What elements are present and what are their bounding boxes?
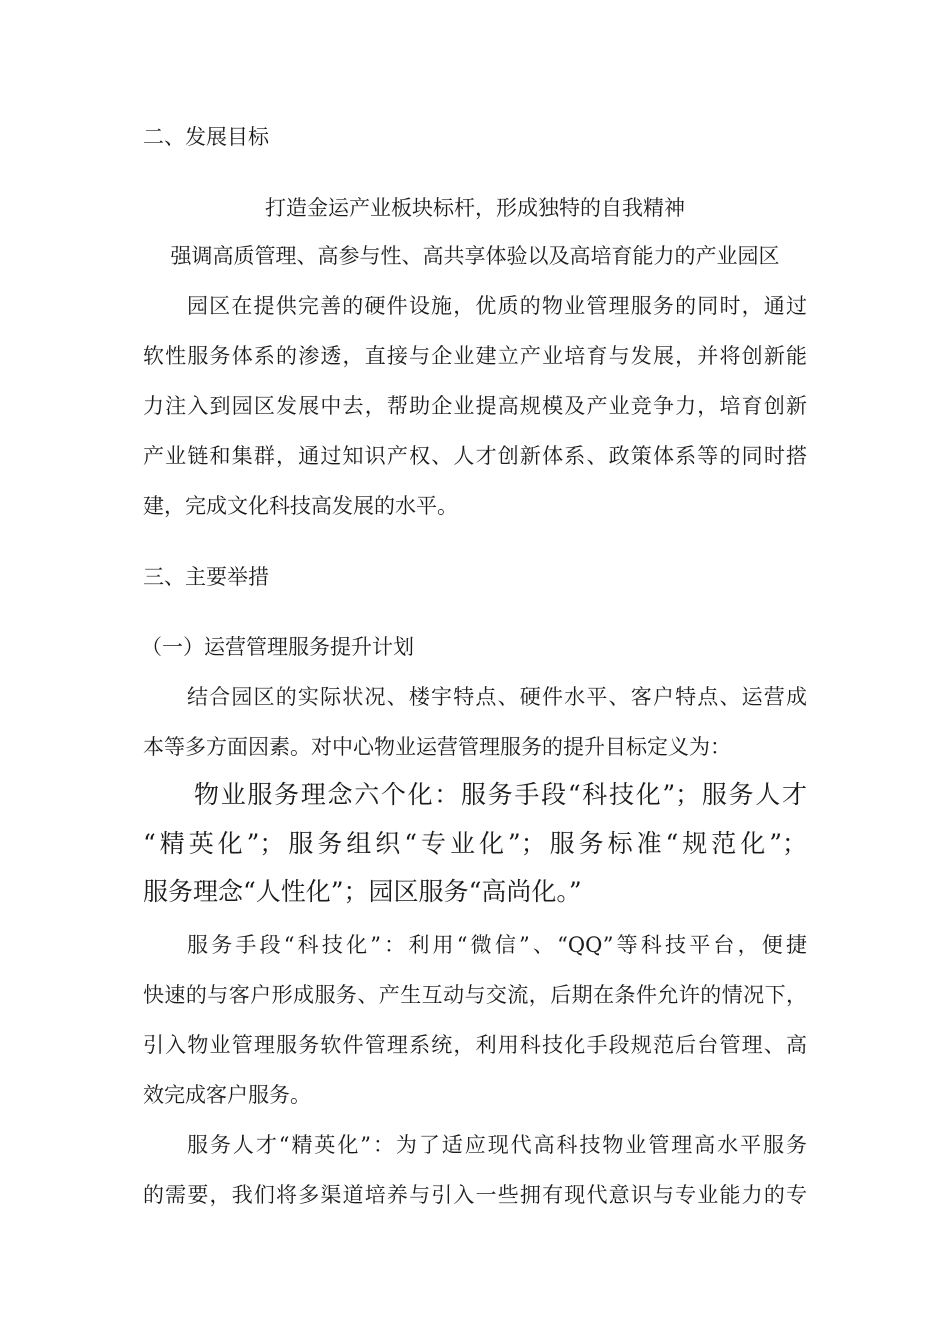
goal-heading: 二、发展目标 xyxy=(143,125,269,149)
highlight-line: 服务理念“人性化”；园区服务“高尚化。” xyxy=(143,877,582,906)
goal-tagline-1: 打造金运产业板块标杆，形成独特的自我精神 xyxy=(265,196,685,220)
goal-paragraph-line: 软性服务体系的渗透，直接与企业建立产业培育与发展，并将创新能 xyxy=(143,344,807,368)
tech-line: 效完成客户服务。 xyxy=(143,1083,311,1107)
highlight-line: “精英化”；服务组织“专业化”；服务标准“规范化”； xyxy=(143,829,807,858)
goal-paragraph-line: 建，完成文化科技高发展的水平。 xyxy=(143,494,458,518)
tech-line: 快速的与客户形成服务、产生互动与交流，后期在条件允许的情况下， xyxy=(143,983,807,1007)
goal-tagline-2: 强调高质管理、高参与性、高共享体验以及高培育能力的产业园区 xyxy=(170,244,780,268)
measures-heading: 三、主要举措 xyxy=(143,565,269,589)
goal-paragraph-line: 产业链和集群，通过知识产权、人才创新体系、政策体系等的同时搭 xyxy=(143,444,807,468)
talent-line: 服务人才“精英化”：为了适应现代高科技物业管理高水平服务 xyxy=(187,1133,807,1157)
intro-line: 本等多方面因素。对中心物业运营管理服务的提升目标定义为： xyxy=(143,735,731,759)
tech-line: 引入物业管理服务软件管理系统，利用科技化手段规范后台管理、高 xyxy=(143,1033,807,1057)
sub-heading-operations: （一）运营管理服务提升计划 xyxy=(141,635,414,659)
intro-line: 结合园区的实际状况、楼宇特点、硬件水平、客户特点、运营成 xyxy=(187,685,807,709)
goal-paragraph-line: 力注入到园区发展中去，帮助企业提高规模及产业竞争力，培育创新 xyxy=(143,394,807,418)
tech-line: 服务手段“科技化”：利用“微信”、“QQ”等科技平台，便捷 xyxy=(187,933,807,957)
talent-line: 的需要，我们将多渠道培养与引入一些拥有现代意识与专业能力的专 xyxy=(143,1183,807,1207)
highlight-line: 物业服务理念六个化：服务手段“科技化”；服务人才 xyxy=(194,780,807,809)
goal-paragraph-line: 园区在提供完善的硬件设施，优质的物业管理服务的同时，通过 xyxy=(187,294,807,318)
